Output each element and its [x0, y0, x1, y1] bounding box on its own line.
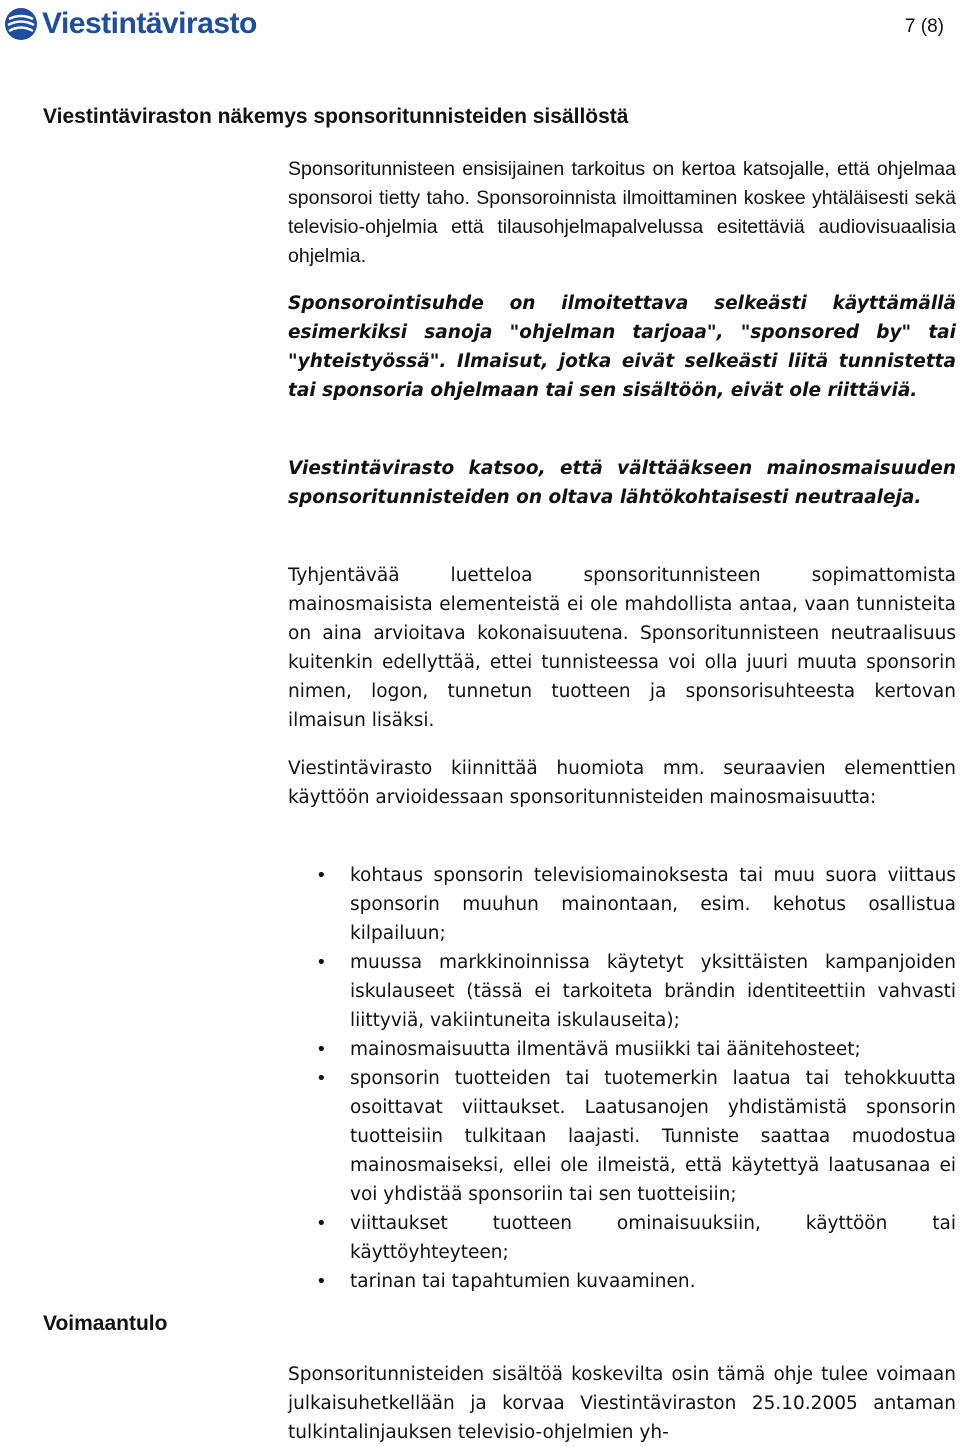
logo-globe-icon — [4, 7, 38, 41]
bullet-icon: • — [316, 865, 327, 886]
list-item: • sponsorin tuotteiden tai tuotemerkin laatua tai tehokkuutta osoittavat viittaukset. Laatusanojen yhdistämistä sponsorin tuotteisiin tulkitaan laajasti. Tunniste saattaa muodostua mainosmaiseksi, ellei ole ilmeistä, että käytettyä laatusanaa ei voi yhdistää sponsoriin tai sen tuotteisiin; — [288, 1064, 956, 1209]
bullet-icon: • — [316, 1213, 327, 1234]
paragraph-list-intro: Tyhjentävää luetteloa sponsoritunnisteen sopimattomista mainosmaisista elementeistä ei ole mahdollista antaa, vaan tunnisteita on aina arvioitava kokonaisuutena. Sponsoritunnisteen neutraalisuus kuitenkin edellyttää, ettei tunnisteessa voi olla juuri muuta sponsorin nimen, logon, tunnetun tuotteen ja sponsorisuhteesta kertovan ilmaisun lisäksi. — [288, 565, 956, 731]
list-item: • tarinan tai tapahtumien kuvaaminen. — [288, 1267, 956, 1296]
logo-text: Viestintävirasto — [42, 7, 257, 40]
logo — [4, 6, 257, 42]
section-title: Viestintäviraston näkemys sponsoritunnisteiden sisällöstä — [43, 105, 629, 128]
element-list — [288, 861, 956, 1296]
bullet-icon: • — [316, 1271, 327, 1292]
list-item: • kohtaus sponsorin televisiomainoksesta tai muu suora viittaus sponsorin muuhun mainontaan, esim. kehotus osallistua kilpailuun; — [288, 861, 956, 948]
bullet-icon: • — [316, 952, 327, 973]
paragraph-purpose: Sponsoritunnisteen ensisijainen tarkoitus on kertoa katsojalle, että ohjelmaa sponsoroi tietty taho. Sponsoroinnista ilmoittaminen koskee yhtäläisesti sekä televisio-ohjelmia että tilausohjelmapalvelussa esitettäviä audiovisuaalisia ohjelmia. — [288, 158, 956, 267]
bullet-icon: • — [316, 1039, 327, 1060]
list-item: • viittaukset tuotteen ominaisuuksiin, käyttöön tai käyttöyhteyteen; — [288, 1209, 956, 1267]
list-item: • mainosmaisuutta ilmentävä musiikki tai äänitehosteet; — [288, 1035, 956, 1064]
paragraph-disclosure: Sponsorointisuhde on ilmoitettava selkeästi käyttämällä esimerkiksi sanoja "ohjelman tarjoaa", "sponsored by" tai "yhteistyössä". Ilmaisut, jotka eivät selkeästi liitä tunnistetta tai sponsoria ohjelmaan tai sen sisältöön, eivät ole riittäviä. — [288, 293, 956, 401]
voimaantulo-title: Voimaantulo — [43, 1312, 168, 1335]
page-number: 7 (8) — [904, 16, 944, 37]
paragraph-voimaantulo: Sponsoritunnisteiden sisältöä koskevilta osin tämä ohje tulee voimaan julkaisuhetkellään ja korvaa Viestintäviraston 25.10.2005 antaman tulkintalinjauksen televisio-ohjelmien yh- — [288, 1364, 956, 1443]
bullet-icon: • — [316, 1068, 327, 1089]
list-item: • muussa markkinoinnissa käytetyt yksittäisten kampanjoiden iskulauseet (tässä ei tarkoiteta brändin identiteettiin vahvasti liittyviä, vakiintuneita iskulauseita); — [288, 948, 956, 1035]
paragraph-elements-intro: Viestintävirasto kiinnittää huomiota mm. seuraavien elementtien käyttöön arvioidessaan sponsoritunnisteiden mainosmaisuutta: — [288, 758, 956, 808]
paragraph-neutrality: Viestintävirasto katsoo, että välttääkseen mainosmaisuuden sponsoritunnisteiden on oltava lähtökohtaisesti neutraaleja. — [288, 458, 956, 508]
